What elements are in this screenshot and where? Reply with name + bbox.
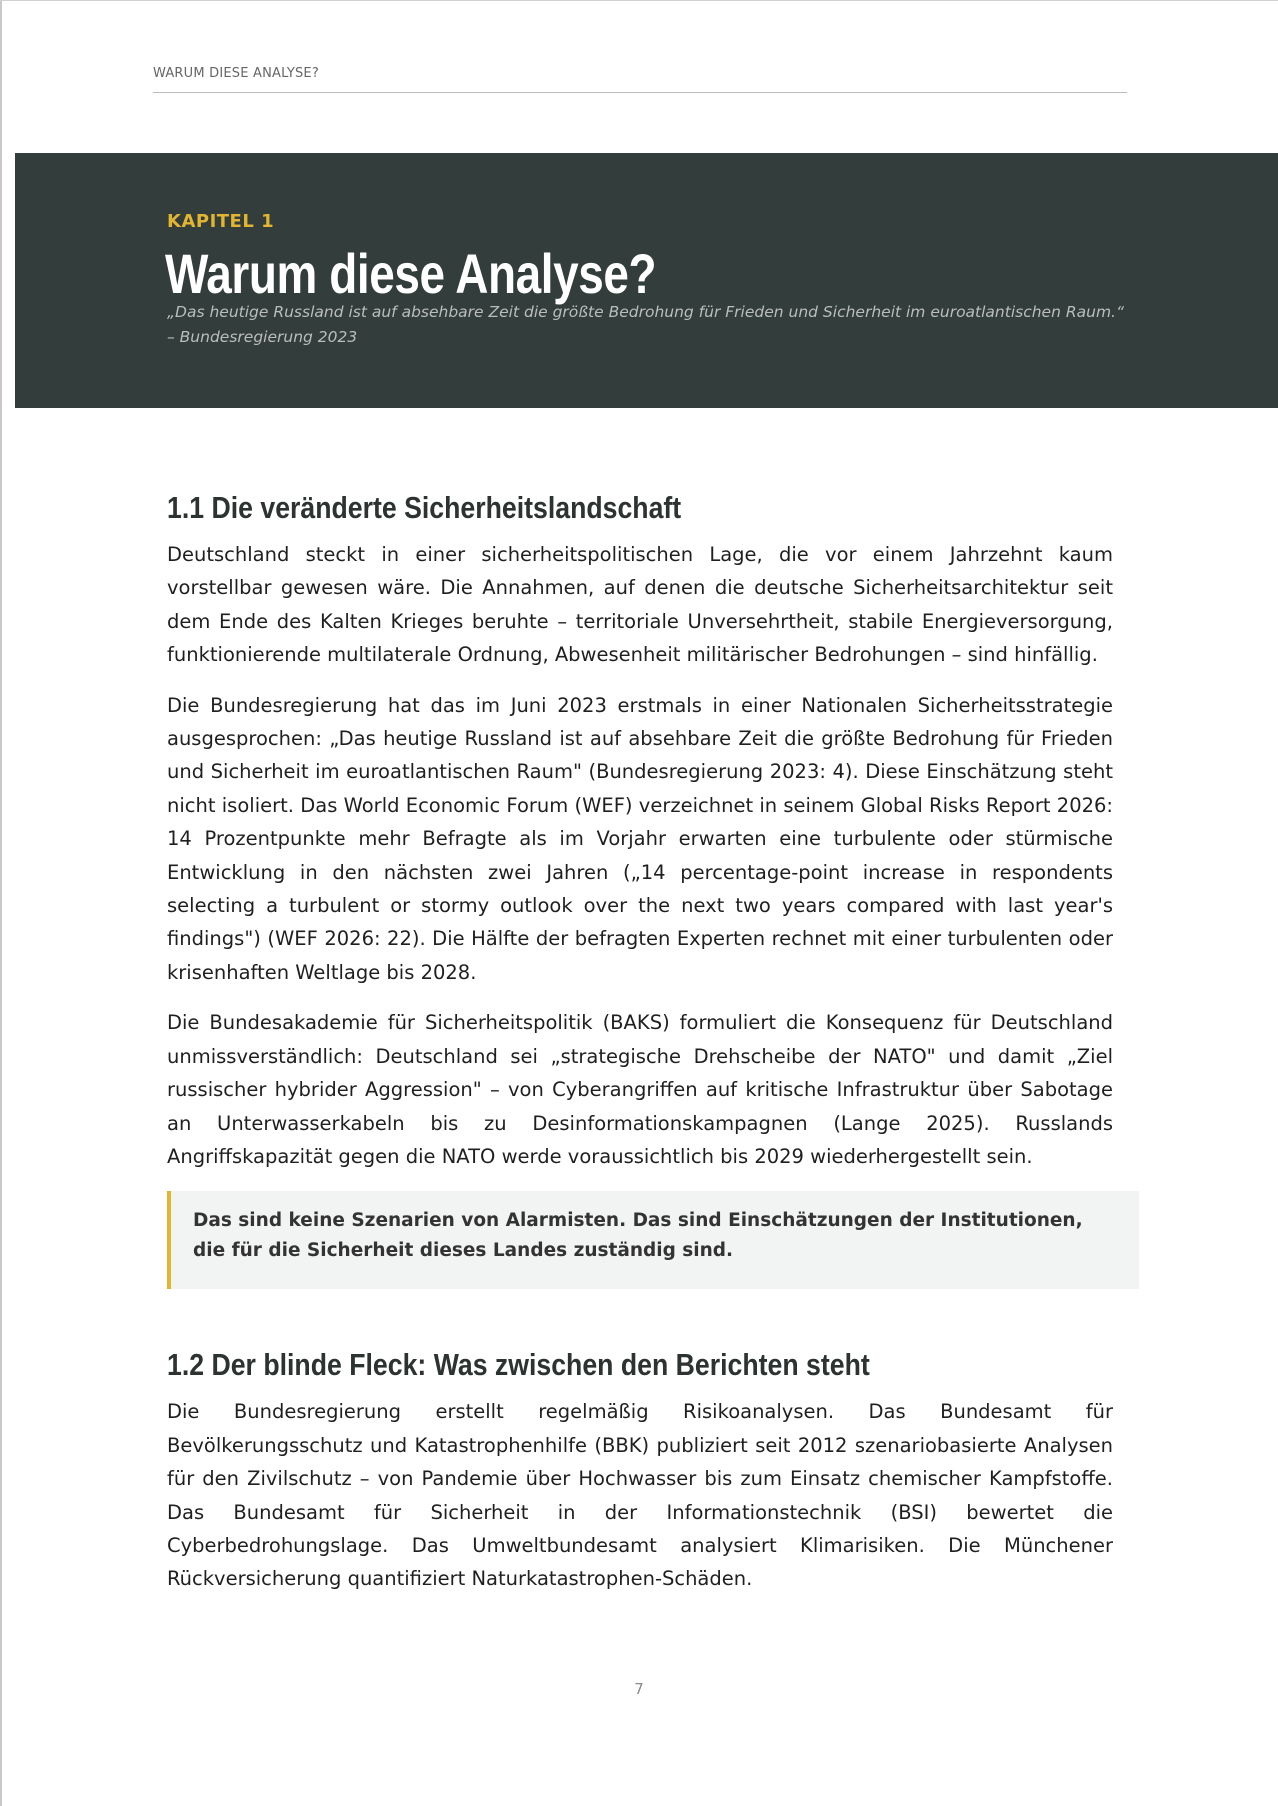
chapter-epigraph	[167, 300, 1147, 350]
epigraph-quote: „Das heutige Russland ist auf absehbare Zeit die größte Bedrohung für Frieden und Sicherheit im euroatlantischen Raum.“	[167, 303, 1124, 321]
section-heading-1-2: 1.2 Der blinde Fleck: Was zwischen den Berichten steht	[167, 1347, 870, 1383]
page-edge-top	[0, 0, 1278, 1]
main-content	[167, 490, 1113, 1613]
chapter-title: Warum diese Analyse?	[165, 242, 657, 305]
chapter-label: KAPITEL 1	[167, 211, 275, 232]
page-number: 7	[634, 1680, 644, 1698]
paragraph: Die Bundesregierung erstellt regelmäßig Risikoanalysen. Das Bundesamt für Bevölkerungsschutz und Katastrophenhilfe (BBK) publiziert seit 2012 szenariobasierte Analysen für den Zivilschutz – von Pandemie über Hochwasser bis zum Einsatz chemischer Kampfstoffe. Das Bundesamt für Sicherheit in der Informationstechnik (BSI) bewertet die Cyberbedrohungslage. Das Umweltbundesamt analysiert Klimarisiken. Die Münchener Rückversicherung quantifiziert Naturkatastrophen-Schäden.	[167, 1400, 1113, 1591]
header-rule	[153, 92, 1127, 93]
page-edge	[0, 0, 2, 1806]
paragraph: Die Bundesregierung hat das im Juni 2023 erstmals in einer Nationalen Sicherheitsstrategie ausgesprochen: „Das heutige Russland ist auf absehbare Zeit die größte Bedrohung für Frieden und Sicherheit im euroatlantischen Raum" (Bundesregierung 2023: 4). Diese Einschätzung steht nicht isoliert. Das World Economic Forum (WEF) verzeichnet in seinem Global Risks Report 2026: 14 Prozentpunkte mehr Befragte als im Vorjahr erwarten eine turbulente oder stürmische Entwicklung in den nächsten zwei Jahren („14 percentage-point increase in respondents selecting a turbulent or stormy outlook over the next two years compared with last year's findings") (WEF 2026: 22). Die Hälfte der befragten Experten rechnet mit einer turbulenten oder krisenhaften Weltlage bis 2028.	[167, 693, 1113, 984]
paragraph: Deutschland steckt in einer sicherheitspolitischen Lage, die vor einem Jahrzehnt kaum vorstellbar gewesen wäre. Die Annahmen, auf denen die deutsche Sicherheitsarchitektur seit dem Ende des Kalten Krieges beruhte – territoriale Unversehrtheit, stabile Energieversorgung, funktionierende multilaterale Ordnung, Abwesenheit militärischer Bedrohungen – sind hinfällig.	[167, 543, 1113, 667]
epigraph-source: – Bundesregierung 2023	[167, 328, 358, 346]
chapter-banner	[15, 153, 1278, 408]
paragraph: Die Bundesakademie für Sicherheitspolitik (BAKS) formuliert die Konsequenz für Deutschland unmissverständlich: Deutschland sei „strategische Drehscheibe der NATO" und damit „Ziel russischer hybrider Aggression" – von Cyberangriffen auf kritische Infrastruktur über Sabotage an Unterwasserkabeln bis zu Desinformationskampagnen (Lange 2025). Russlands Angriffskapazität gegen die NATO werde voraussichtlich bis 2029 wiederhergestellt sein.	[167, 1011, 1113, 1168]
section-heading-1-1: 1.1 Die veränderte Sicherheitslandschaft	[167, 490, 682, 525]
callout-text: Das sind keine Szenarien von Alarmisten. Das sind Einschätzungen der Institutionen, die für die Sicherheit dieses Landes zuständig sind.	[193, 1210, 1083, 1262]
running-header: WARUM DIESE ANALYSE?	[153, 66, 319, 81]
callout-box	[167, 1191, 1139, 1289]
